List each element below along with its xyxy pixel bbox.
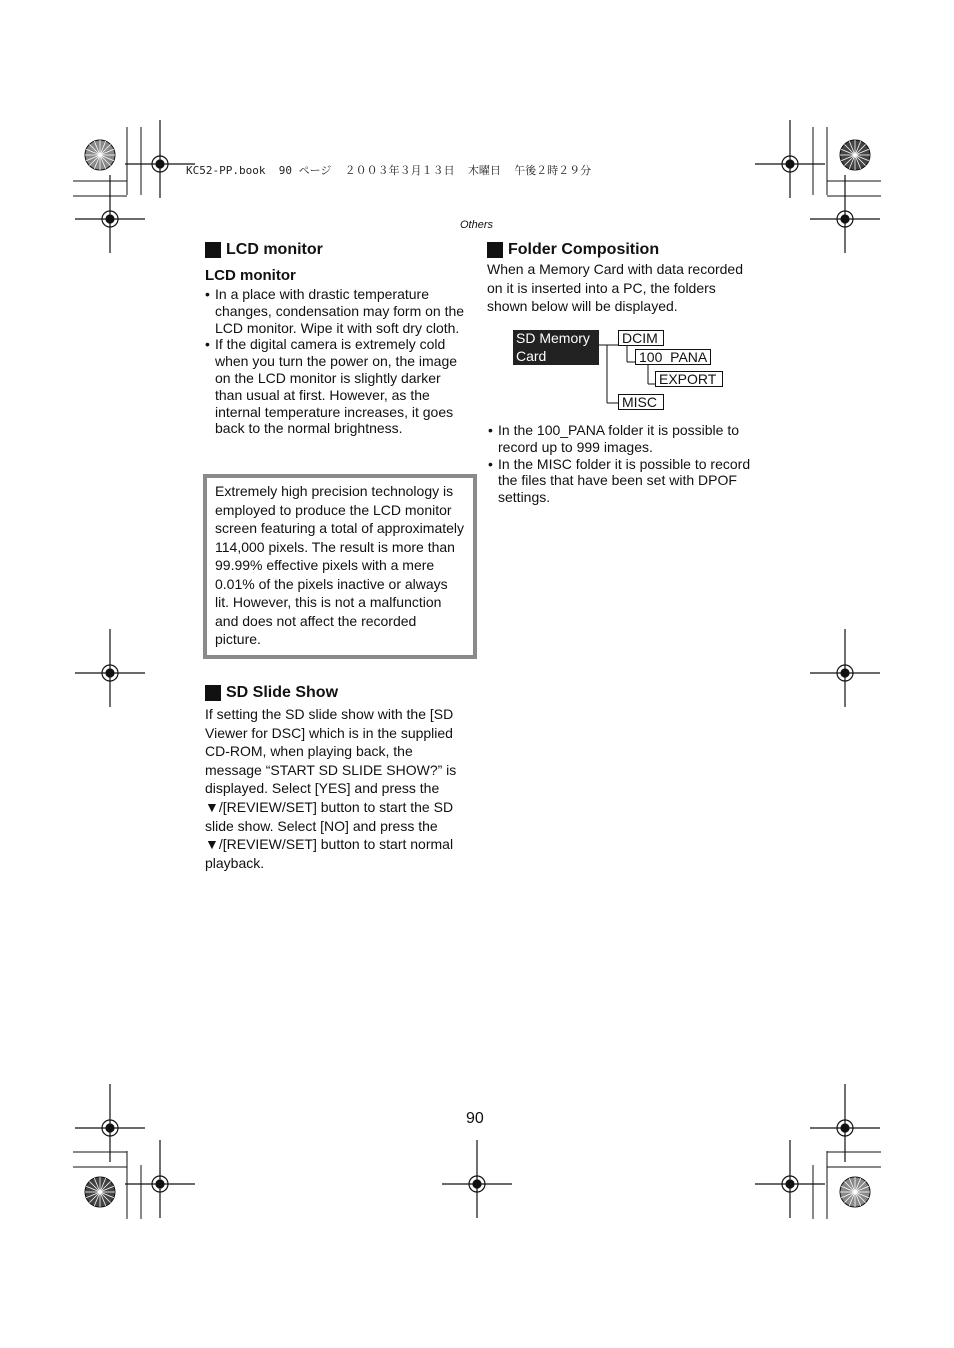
tree-folder-100-pana: 100_PANA (635, 349, 711, 365)
running-head: Others (460, 219, 494, 231)
lcd-note-text: Extremely high precision technology is employed to produce the LCD monitor screen featuring a total of approximately 114,000 pixels. The result is more than 99.99% effective pixels with a mere 0.01% of the pixels inactive or always lit. However, this is not a malfunction and does not affect the recorded picture. (215, 483, 465, 647)
sd-section-title: SD Slide Show (226, 684, 339, 701)
print-header: KC52-PP.book 90 ページ ２００３年３月１３日 木曜日 午後２時２９分 (186, 164, 592, 177)
tree-root-sd-card: SD Memory Card (513, 330, 599, 365)
list-item: • In a place with drastic temperature changes, condensation may form on the LCD monitor. Wipe it with soft dry cloth. (205, 286, 470, 336)
tree-folder-misc: MISC (618, 394, 664, 410)
list-item: • In the 100_PANA folder it is possible to record up to 999 images. (488, 422, 752, 456)
lcd-subtitle: LCD monitor (205, 267, 296, 284)
page-number: 90 (466, 1110, 484, 1127)
folder-intro: When a Memory Card with data recorded on it is inserted into a PC, the folders shown below will be displayed. (487, 261, 743, 315)
lcd-section-title: LCD monitor (226, 241, 323, 258)
sd-section-body: If setting the SD slide show with the [SD Viewer for DSC] which is in the supplied CD-ROM, when playing back, the message “START SD SLIDE SHOW?” is displayed. Select [YES] and press the ▼/[REVIEW/SET] button to start the SD slide show. Select [NO] and press the ▼/[REVIEW/SET] button to start normal playback. (205, 706, 457, 871)
list-item: • If the digital camera is extremely cold when you turn the power on, the image on the LCD monitor is slightly darker than usual at first. However, as the internal temperature increases, it goes back to the normal brightness. (205, 336, 470, 437)
folder-section-title: Folder Composition (508, 241, 660, 258)
folder-notes (488, 422, 752, 506)
tree-folder-export: EXPORT (655, 371, 723, 387)
tree-folder-dcim: DCIM (618, 330, 664, 346)
list-item: • In the MISC folder it is possible to record the files that have been set with DPOF settings. (488, 456, 752, 506)
folder-bullet-list (488, 422, 752, 506)
